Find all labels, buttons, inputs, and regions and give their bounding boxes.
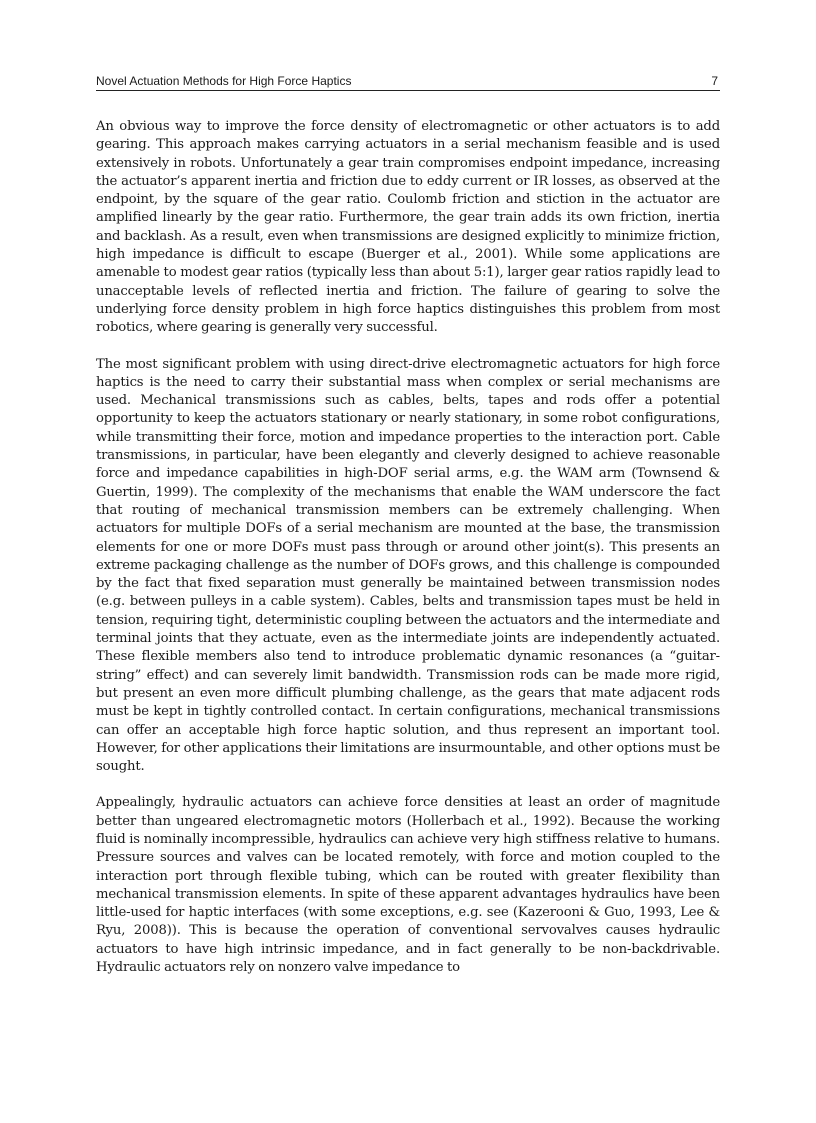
body-text: [96, 118, 720, 995]
paragraph-mechanical-transmissions: The most significant problem with using direct-drive electromagnetic actuators for high force haptics is the need to carry their substantial mass when complex or serial mechanisms are used. Mechanical transmissions such as cables, belts, tapes and rods offer a potential opportunity to keep the actuators stationary or nearly stationary, in some robot configurations, while transmitting their force, motion and impedance properties to the interaction port. Cable transmissions, in particular, have been elegantly and cleverly designed to achieve reasonable force and impedance capabilities in high-DOF serial arms, e.g. the WAM arm (Townsend & Guertin, 1999). The complexity of the mechanisms that enable the WAM underscore the fact that routing of mechanical transmission members can be extremely challenging. When actuators for multiple DOFs of a serial mechanism are mounted at the base, the transmission elements for one or more DOFs must pass through or around other joint(s). This presents an extreme packaging challenge as the number of DOFs grows, and this challenge is compounded by the fact that fixed separation must generally be maintained between transmission nodes (e.g. between pulleys in a cable system). Cables, belts and transmission tapes must be held in tension, requiring tight, deterministic coupling between the actuators and the intermediate and terminal joints that they actuate, even as the intermediate joints are independently actuated. These flexible members also tend to introduce problematic dynamic resonances (a “guitar-string” effect) and can severely limit bandwidth. Transmission rods can be made more rigid, but present an even more difficult plumbing challenge, as the gears that mate adjacent rods must be kept in tightly controlled contact. In certain configurations, mechanical transmissions can offer an acceptable high force haptic solution, and thus represent an important tool. However, for other applications their limitations are insurmountable, and other options must be sought.: [96, 356, 720, 775]
running-header-title: Novel Actuation Methods for High Force Haptics: [96, 74, 352, 88]
paragraph-gearing: An obvious way to improve the force density of electromagnetic or other actuators is to add gearing. This approach makes carrying actuators in a serial mechanism feasible and is used extensively in robots. Unfortunately a gear train compromises endpoint impedance, increasing the actuator’s apparent inertia and friction due to eddy current or IR losses, as observed at the endpoint, by the square of the gear ratio. Coulomb friction and stiction in the actuator are amplified linearly by the gear ratio. Furthermore, the gear train adds its own friction, inertia and backlash. As a result, even when transmissions are designed explicitly to minimize friction, high impedance is difficult to escape (Buerger et al., 2001). While some applications are amenable to modest gear ratios (typically less than about 5:1), larger gear ratios rapidly lead to unacceptable levels of reflected inertia and friction. The failure of gearing to solve the underlying force density problem in high force haptics distinguishes this problem from most robotics, where gearing is generally very successful.: [96, 119, 720, 336]
paragraph-hydraulic-actuators: Appealingly, hydraulic actuators can achieve force densities at least an order of magnitude better than ungeared electromagnetic motors (Hollerbach et al., 1992). Because the working fluid is nominally incompressible, hydraulics can achieve very high stiffness relative to humans. Pressure sources and valves can be located remotely, with force and motion coupled to the interaction port through flexible tubing, which can be routed with greater flexibility than mechanical transmission elements. In spite of these apparent advantages hydraulics have been little-used for haptic interfaces (with some exceptions, e.g. see (Kazerooni & Guo, 1993, Lee & Ryu, 2008)). This is because the operation of conventional servovalves causes hydraulic actuators to have high intrinsic impedance, and in fact generally to be non-backdrivable. Hydraulic actuators rely on nonzero valve impedance to: [96, 795, 720, 976]
running-header: [96, 70, 720, 91]
page-number: 7: [711, 74, 718, 88]
